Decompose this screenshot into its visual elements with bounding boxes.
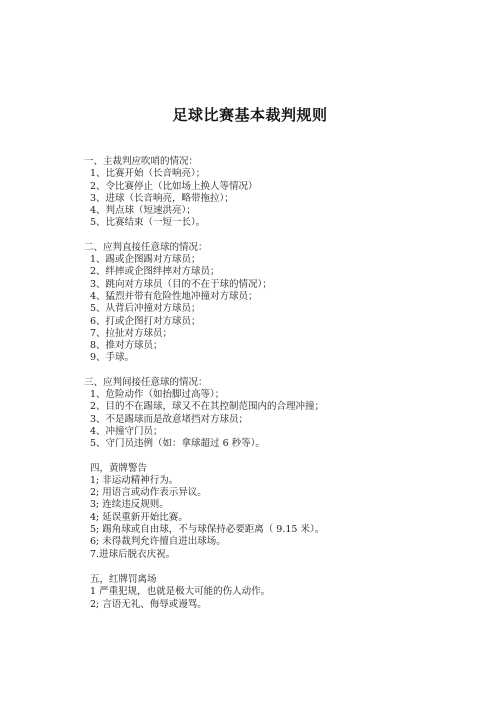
list-item: 5、守门员违例（如：拿球超过 6 秒等）。 [90, 438, 265, 450]
list-item: 3、进球（长音响亮，略带拖拉）； [90, 192, 234, 204]
list-item: 4、冲撞守门员； [90, 425, 163, 437]
section-yellow-card [84, 463, 484, 561]
section-items [84, 254, 484, 365]
list-item: 7、拉扯对方球员； [90, 327, 173, 339]
section-items [84, 586, 484, 611]
list-item: 1、比赛开始（长音响亮）； [90, 168, 206, 180]
list-item: 1、危险动作（如抬脚过高等）； [90, 389, 225, 401]
list-item: 3、不是踢球而是故意堵挡对方球员； [90, 413, 249, 425]
section-direct-free-kick [84, 242, 484, 365]
list-item: 4; 延误重新开始比赛。 [90, 511, 188, 523]
list-item: 2、目的不在踢球，球又不在其控制范围内的合理冲撞； [90, 401, 325, 413]
list-item: 1; 非运动精神行为。 [90, 474, 179, 486]
section-heading: 五，红牌罚离场 [90, 573, 157, 585]
section-items [84, 168, 484, 229]
list-item: 1 严重犯规，也就是极大可能的伤人动作。 [90, 586, 271, 598]
section-referee-whistle [84, 156, 484, 230]
section-heading: 二、应判直接任意球的情况： [84, 241, 208, 253]
section-red-card [84, 574, 484, 611]
list-item: 1、踢或企图踢对方球员； [90, 254, 201, 266]
list-item: 2; 用语言或动作表示异议。 [90, 487, 207, 499]
list-item: 2; 言语无礼、侮辱或谩骂。 [90, 598, 207, 610]
list-item: 4、判点球（短速洪亮）； [90, 205, 196, 217]
list-item: 6; 未得裁判允许擅自进出球场。 [90, 536, 226, 548]
section-items [84, 475, 484, 561]
list-item: 5、比赛结束（一短一长）。 [90, 217, 206, 229]
document-title: 足球比赛基本裁判规则 [172, 106, 328, 124]
list-item: 7.进球后脱衣庆祝。 [90, 548, 176, 560]
list-item: 5、从背后冲撞对方球员； [90, 303, 201, 315]
list-item: 4、猛烈并带有危险性地冲撞对方球员； [90, 290, 258, 302]
list-item: 3、跳向对方球员（目的不在于球的情况）； [90, 278, 272, 290]
list-item: 3; 连续违反规则。 [90, 499, 169, 511]
list-item: 6、打或企图打对方球员； [90, 315, 201, 327]
section-heading: 三、应判间接任意球的情况： [84, 376, 208, 388]
section-items [84, 389, 484, 450]
section-heading: 一、主裁判应吹哨的情况： [84, 156, 199, 167]
list-item: 9、手球。 [90, 352, 135, 364]
document-body [84, 156, 484, 623]
list-item: 8、推对方球员； [90, 340, 163, 352]
section-heading: 四，黄牌警告 [90, 462, 148, 474]
list-item: 2、绊摔或企图绊摔对方球员； [90, 266, 220, 278]
list-item: 2、令比赛停止（比如场上换人等情况） [90, 180, 258, 192]
section-indirect-free-kick [84, 377, 484, 451]
list-item: 5; 踢角球或自由球，不与球保持必要距离（ 9.15 米）。 [90, 524, 325, 536]
